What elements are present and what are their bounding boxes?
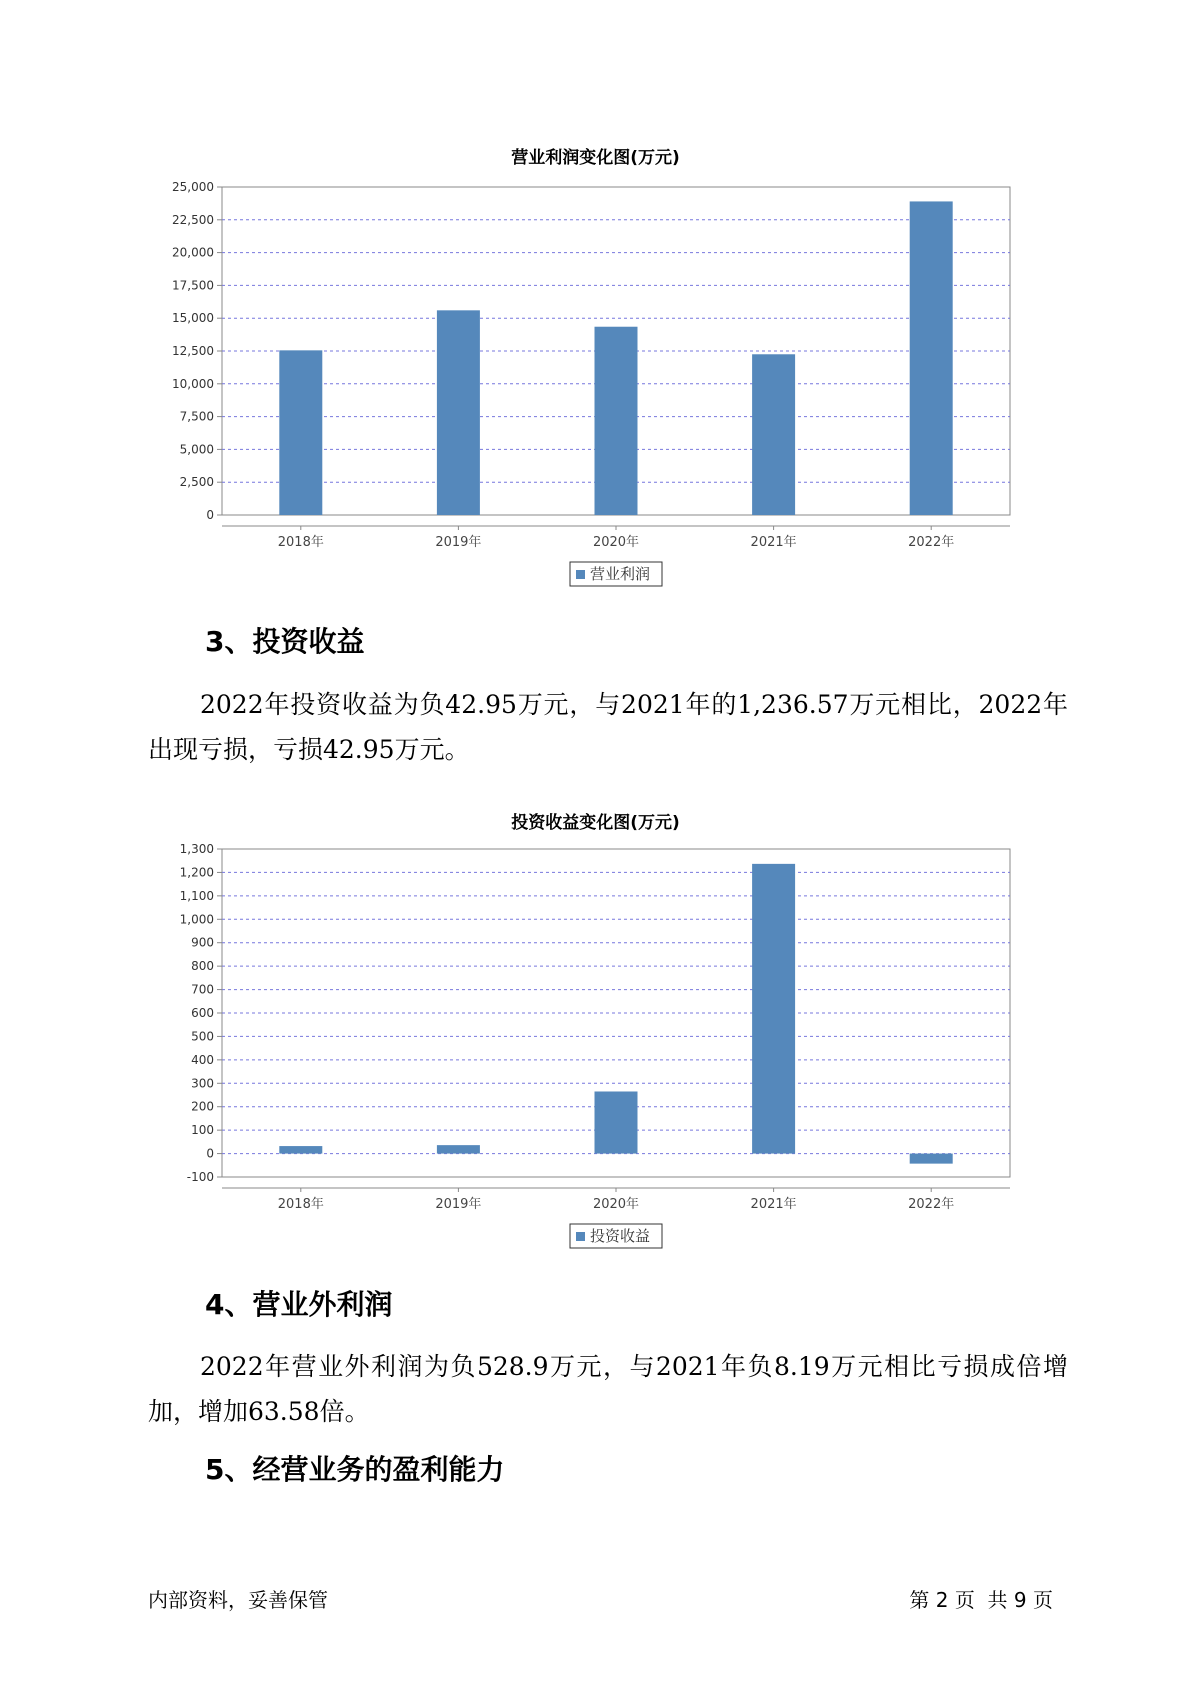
y-tick-label: 700	[191, 982, 214, 997]
x-tick-label: 2020年	[592, 535, 640, 550]
bar	[279, 1146, 322, 1153]
legend-swatch	[576, 570, 585, 579]
chart-title-investment-income: 投资收益变化图(万元)	[511, 813, 680, 833]
y-tick-label: 0	[206, 1146, 214, 1161]
footer-confidential-note: 内部资料，妥善保管	[148, 1588, 328, 1612]
y-tick-label: -100	[186, 1170, 214, 1184]
y-tick-label: 10,000	[172, 376, 214, 391]
section-4-heading: 4、营业外利润	[205, 1288, 393, 1321]
y-tick-label: 900	[191, 935, 214, 950]
y-tick-label: 300	[191, 1076, 214, 1091]
y-tick-label: 1,200	[179, 865, 214, 880]
y-tick-label: 0	[206, 508, 214, 522]
legend-label: 营业利润	[590, 565, 651, 583]
x-tick-label: 2020年	[592, 1197, 640, 1212]
bar	[910, 201, 953, 515]
operating-profit-chart	[0, 160, 1191, 600]
section-3-heading: 3、投资收益	[205, 625, 365, 658]
x-tick-label: 2022年	[908, 535, 955, 550]
x-tick-label: 2022年	[908, 1197, 955, 1212]
y-tick-label: 22,500	[172, 212, 214, 227]
y-tick-label: 7,500	[179, 409, 214, 424]
legend-label: 投资收益	[590, 1227, 651, 1245]
section-5-heading: 5、经营业务的盈利能力	[205, 1453, 505, 1486]
bar	[910, 1154, 953, 1164]
x-tick-label: 2021年	[750, 1197, 797, 1212]
y-tick-label: 20,000	[172, 245, 214, 260]
footer-page-number: 第 2 页 共 9 页	[909, 1588, 1053, 1612]
y-tick-label: 1,100	[179, 888, 214, 903]
y-tick-label: 5,000	[179, 442, 214, 457]
y-tick-label: 600	[191, 1006, 214, 1020]
bar	[279, 350, 322, 515]
section-4-paragraph: 2022年营业外利润为负528.9万元，与2021年负8.19万元相比亏损成倍增加，增加63.58倍。	[148, 1352, 1068, 1426]
y-tick-label: 12,500	[172, 344, 214, 358]
y-tick-label: 15,000	[172, 311, 214, 326]
y-tick-label: 500	[191, 1029, 214, 1044]
investment-income-chart	[0, 822, 1191, 1262]
x-tick-label: 2019年	[435, 1197, 482, 1212]
y-tick-label: 800	[191, 959, 214, 974]
x-tick-label: 2018年	[277, 1197, 324, 1212]
legend-swatch	[576, 1232, 585, 1241]
y-tick-label: 1,300	[179, 842, 214, 856]
y-tick-label: 100	[191, 1123, 214, 1138]
bar	[752, 864, 795, 1154]
bar	[437, 1145, 480, 1153]
y-tick-label: 2,500	[179, 475, 214, 490]
x-tick-label: 2021年	[750, 535, 797, 550]
chart-title-operating-profit: 营业利润变化图(万元)	[511, 148, 680, 168]
y-tick-label: 1,000	[179, 912, 214, 927]
y-tick-label: 400	[191, 1052, 214, 1067]
y-tick-label: 17,500	[172, 278, 214, 293]
y-tick-label: 200	[191, 1099, 214, 1114]
bar	[595, 327, 638, 515]
x-tick-label: 2018年	[277, 535, 324, 550]
y-tick-label: 25,000	[172, 180, 214, 194]
section-3-paragraph: 2022年投资收益为负42.95万元，与2021年的1,236.57万元相比，2022年出现亏损，亏损42.95万元。	[148, 690, 1068, 764]
bar	[437, 310, 480, 515]
x-tick-label: 2019年	[435, 535, 482, 550]
bar	[595, 1091, 638, 1153]
bar	[752, 354, 795, 515]
